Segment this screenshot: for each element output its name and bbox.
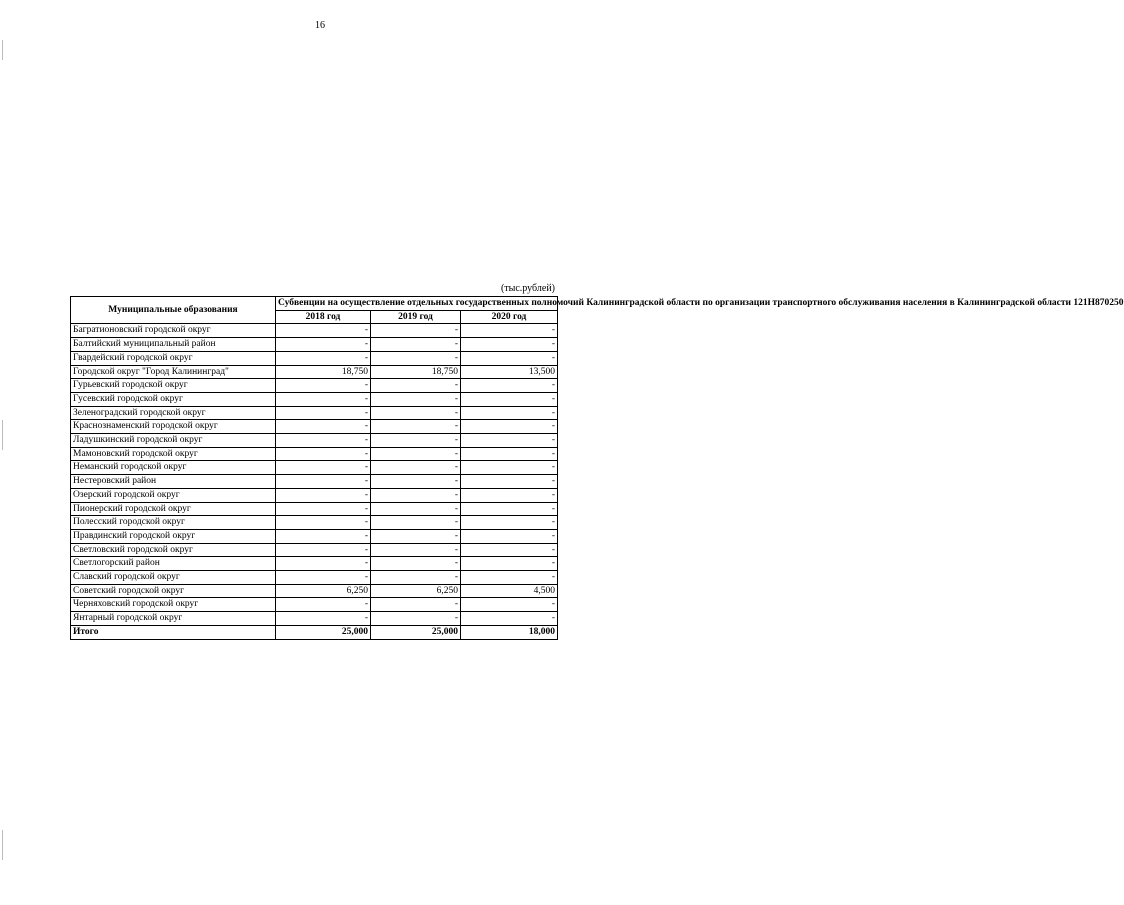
- value-2020: 13,500: [461, 365, 558, 379]
- value-2018: -: [276, 324, 371, 338]
- municipality-name: Мамоновский городской округ: [71, 447, 276, 461]
- value-2018: -: [276, 461, 371, 475]
- table-row: [71, 392, 558, 406]
- value-2019: -: [371, 447, 461, 461]
- value-2018: -: [276, 406, 371, 420]
- municipality-name: Багратионовский городской округ: [71, 324, 276, 338]
- value-2018: 18,750: [276, 365, 371, 379]
- total-label: Итого: [71, 625, 276, 639]
- table-row: [71, 447, 558, 461]
- value-2019: 18,750: [371, 365, 461, 379]
- value-2018: -: [276, 434, 371, 448]
- municipality-name: Черняховский городской округ: [71, 598, 276, 612]
- page-number: 16: [315, 20, 325, 31]
- table-row: [71, 557, 558, 571]
- value-2020: -: [461, 598, 558, 612]
- value-2019: -: [371, 543, 461, 557]
- value-2020: -: [461, 502, 558, 516]
- value-2018: -: [276, 338, 371, 352]
- value-2020: -: [461, 612, 558, 626]
- table-row: [71, 475, 558, 489]
- value-2019: -: [371, 338, 461, 352]
- municipality-name: Полесский городской округ: [71, 516, 276, 530]
- value-2018: -: [276, 420, 371, 434]
- value-2018: -: [276, 612, 371, 626]
- value-2020: -: [461, 488, 558, 502]
- value-2018: -: [276, 598, 371, 612]
- municipality-name: Пионерский городской округ: [71, 502, 276, 516]
- value-2019: -: [371, 406, 461, 420]
- value-2019: -: [371, 557, 461, 571]
- table-row: [71, 612, 558, 626]
- value-2020: -: [461, 543, 558, 557]
- municipality-name: Краснознаменский городской округ: [71, 420, 276, 434]
- total-2018: 25,000: [276, 625, 371, 639]
- value-2018: -: [276, 392, 371, 406]
- municipality-name: Янтарный городской округ: [71, 612, 276, 626]
- table-row: [71, 351, 558, 365]
- year-header: 2020 год: [461, 310, 558, 324]
- municipality-name: Гусевский городской округ: [71, 392, 276, 406]
- value-2018: -: [276, 529, 371, 543]
- table-row: [71, 365, 558, 379]
- municipality-name: Зеленоградский городской округ: [71, 406, 276, 420]
- municipality-name: Правдинский городской округ: [71, 529, 276, 543]
- table-row: [71, 529, 558, 543]
- table-row: [71, 543, 558, 557]
- value-2020: -: [461, 447, 558, 461]
- value-2018: -: [276, 557, 371, 571]
- subsidy-table: [70, 296, 1124, 640]
- table-row: [71, 598, 558, 612]
- value-2018: 6,250: [276, 584, 371, 598]
- header-subsidy: Субвенции на осуществление отдельных государственных полномочий Калининградской области по организации транспортного обслуживания населения в Калининградской области 121Н870250: [276, 297, 558, 311]
- value-2018: -: [276, 502, 371, 516]
- year-header: 2018 год: [276, 310, 371, 324]
- value-2019: -: [371, 502, 461, 516]
- value-2019: -: [371, 392, 461, 406]
- value-2019: -: [371, 434, 461, 448]
- municipality-name: Городской округ "Город Калининград": [71, 365, 276, 379]
- value-2018: -: [276, 571, 371, 585]
- value-2018: -: [276, 447, 371, 461]
- value-2018: -: [276, 475, 371, 489]
- value-2020: -: [461, 461, 558, 475]
- table-row: [71, 406, 558, 420]
- value-2020: -: [461, 351, 558, 365]
- value-2020: -: [461, 571, 558, 585]
- value-2020: -: [461, 516, 558, 530]
- value-2020: -: [461, 557, 558, 571]
- table-row: [71, 584, 558, 598]
- total-2020: 18,000: [461, 625, 558, 639]
- table-row: [71, 338, 558, 352]
- value-2020: -: [461, 338, 558, 352]
- value-2019: -: [371, 488, 461, 502]
- table-row: [71, 461, 558, 475]
- value-2020: 4,500: [461, 584, 558, 598]
- value-2020: -: [461, 406, 558, 420]
- value-2019: -: [371, 351, 461, 365]
- scan-edge-mark: [2, 830, 3, 860]
- table-row: [71, 571, 558, 585]
- value-2018: -: [276, 488, 371, 502]
- municipality-name: Гвардейский городской округ: [71, 351, 276, 365]
- municipality-name: Неманский городской округ: [71, 461, 276, 475]
- value-2019: -: [371, 420, 461, 434]
- value-2018: -: [276, 516, 371, 530]
- value-2018: -: [276, 351, 371, 365]
- municipality-name: Советский городской округ: [71, 584, 276, 598]
- value-2020: -: [461, 392, 558, 406]
- municipality-name: Светлогорский район: [71, 557, 276, 571]
- value-2019: -: [371, 612, 461, 626]
- unit-label: (тыс.рублей): [500, 283, 555, 294]
- table-row: [71, 502, 558, 516]
- municipality-name: Нестеровский район: [71, 475, 276, 489]
- value-2020: -: [461, 529, 558, 543]
- value-2019: 6,250: [371, 584, 461, 598]
- table-row: [71, 516, 558, 530]
- municipality-name: Светловский городской округ: [71, 543, 276, 557]
- municipality-name: Озерский городской округ: [71, 488, 276, 502]
- table-row: [71, 379, 558, 393]
- total-row: [71, 625, 558, 639]
- value-2019: -: [371, 324, 461, 338]
- value-2019: -: [371, 475, 461, 489]
- year-header: 2019 год: [371, 310, 461, 324]
- value-2020: -: [461, 379, 558, 393]
- scan-edge-mark: [2, 420, 3, 450]
- value-2020: -: [461, 475, 558, 489]
- value-2019: -: [371, 571, 461, 585]
- municipality-name: Балтийский муниципальный район: [71, 338, 276, 352]
- value-2019: -: [371, 379, 461, 393]
- value-2019: -: [371, 598, 461, 612]
- value-2019: -: [371, 516, 461, 530]
- municipality-name: Ладушкинский городской округ: [71, 434, 276, 448]
- value-2020: -: [461, 420, 558, 434]
- value-2019: -: [371, 529, 461, 543]
- value-2018: -: [276, 379, 371, 393]
- value-2018: -: [276, 543, 371, 557]
- municipality-name: Славский городской округ: [71, 571, 276, 585]
- municipality-name: Гурьевский городской округ: [71, 379, 276, 393]
- table-row: [71, 324, 558, 338]
- header-municipalities: Муниципальные образования: [71, 297, 276, 324]
- total-2019: 25,000: [371, 625, 461, 639]
- value-2020: -: [461, 434, 558, 448]
- scan-edge-mark: [2, 40, 3, 60]
- value-2020: -: [461, 324, 558, 338]
- table-row: [71, 420, 558, 434]
- table-row: [71, 434, 558, 448]
- value-2019: -: [371, 461, 461, 475]
- table-row: [71, 488, 558, 502]
